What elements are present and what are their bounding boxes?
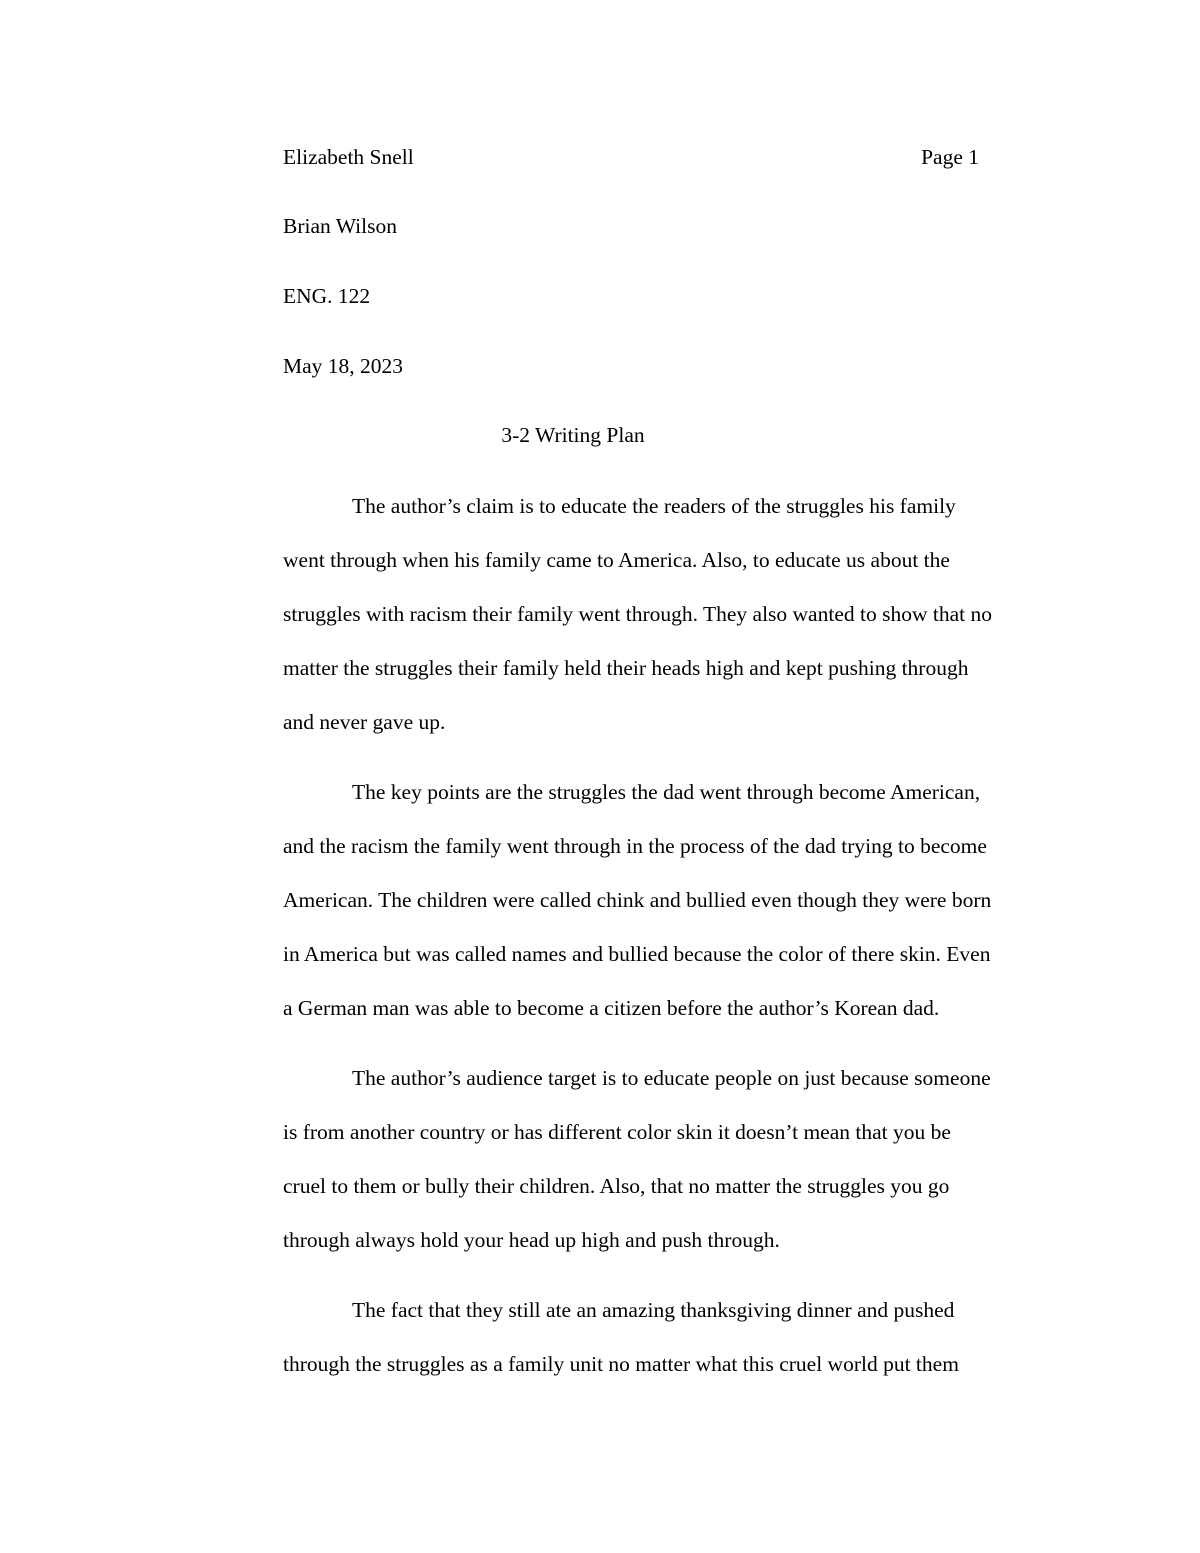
paragraph-line: The author’s audience target is to educate people on just because someone — [352, 1066, 991, 1090]
paragraph-line: matter the struggles their family held their heads high and kept pushing through — [283, 656, 969, 680]
author-name: Elizabeth Snell — [283, 145, 414, 169]
paragraph-line: struggles with racism their family went through. They also wanted to show that no — [283, 602, 992, 626]
instructor-name: Brian Wilson — [283, 214, 397, 238]
paragraph-line: went through when his family came to America. Also, to educate us about the — [283, 548, 950, 572]
paragraph-line: is from another country or has different color skin it doesn’t mean that you be — [283, 1120, 951, 1144]
paragraph-line: through the struggles as a family unit no matter what this cruel world put them — [283, 1352, 959, 1376]
paragraph-line: cruel to them or bully their children. Also, that no matter the struggles you go — [283, 1174, 950, 1198]
paragraph-line: and never gave up. — [283, 710, 446, 734]
paragraph-line: through always hold your head up high and push through. — [283, 1228, 780, 1252]
paragraph-line: and the racism the family went through in the process of the dad trying to become — [283, 834, 987, 858]
paragraph-line: The author’s claim is to educate the readers of the struggles his family — [352, 494, 956, 518]
paragraph-line: in America but was called names and bullied because the color of there skin. Even — [283, 942, 991, 966]
page-number: Page 1 — [921, 145, 979, 169]
document-title: 3-2 Writing Plan — [501, 423, 645, 447]
document-date: May 18, 2023 — [283, 354, 404, 378]
paragraph-line: The fact that they still ate an amazing thanksgiving dinner and pushed — [352, 1298, 955, 1322]
paragraph-line: a German man was able to become a citizen before the author’s Korean dad. — [283, 996, 940, 1020]
course-name: ENG. 122 — [283, 284, 371, 308]
paragraph-line: The key points are the struggles the dad went through become American, — [352, 780, 981, 804]
paragraph-line: American. The children were called chink and bullied even though they were born — [283, 888, 992, 912]
page-header — [283, 140, 983, 174]
